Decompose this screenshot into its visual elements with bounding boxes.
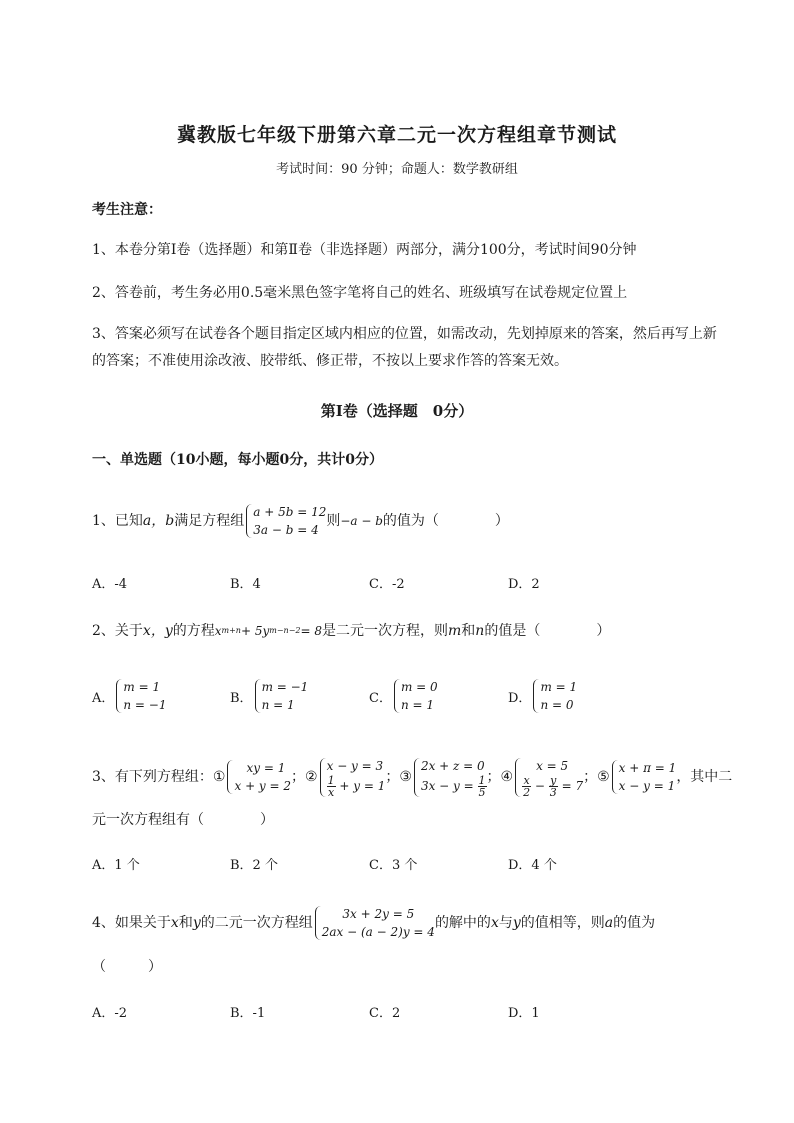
numerator: 1 <box>478 773 486 787</box>
question-4 <box>92 902 655 944</box>
equation: m = 1 <box>540 680 578 694</box>
q3-prefix: 3、有下列方程组： <box>92 769 213 785</box>
q3-tail: ，其中二 <box>676 769 733 785</box>
q2-eq-term: + 5y <box>240 624 270 638</box>
option-d[interactable]: D．1 <box>508 1006 540 1021</box>
option-d[interactable]: D．2 <box>508 577 540 592</box>
q4-var-x: x <box>490 915 499 931</box>
denominator: 5 <box>478 785 486 799</box>
equation: 2x + z = 0 <box>420 758 485 773</box>
option-label: A． <box>92 690 115 706</box>
separator: ； <box>385 769 400 785</box>
q3-system-3 <box>412 757 487 798</box>
separator: ； <box>486 769 501 785</box>
equation: 3x + 2y = 5 <box>342 907 415 921</box>
q4-after: 的解中的 <box>434 915 491 931</box>
q3-system-5 <box>610 759 677 795</box>
equation: xy = 1 <box>246 761 286 775</box>
section-title: 第Ⅰ卷（选择题 0分） <box>320 402 474 420</box>
q1-after: 则 <box>326 513 341 529</box>
q1-prefix: 1、已知 <box>92 513 143 529</box>
answer-paren: （ ） <box>92 959 162 975</box>
q2-var-n: n <box>475 623 485 639</box>
option-d[interactable]: D．4 个 <box>508 858 557 873</box>
q4-var-y: y <box>512 915 521 931</box>
q3-label: ⑤ <box>597 769 610 785</box>
equation: n = −1 <box>123 698 167 712</box>
minus: − <box>531 778 549 793</box>
q2-eq-rhs: = 8 <box>300 624 323 638</box>
notice-item: 1、本卷分第Ⅰ卷（选择题）和第Ⅱ卷（非选择题）两部分，满分100分，考试时间90分钟 <box>92 242 637 258</box>
q4-prefix: 4、如果关于 <box>92 915 171 931</box>
equation: x + y = 2 <box>234 779 292 793</box>
notice-item: 2、答卷前，考生务必用0.5毫米黑色签字笔将自己的姓名、班级填写在试卷规定位置上 <box>92 285 628 301</box>
notice-item: 3、答案必须写在试卷各个题目指定区域内相应的位置，如需改动，先划掉原来的答案，然后再写上新 <box>92 326 717 342</box>
option-system <box>531 678 577 714</box>
q1-vars: a，b <box>142 513 175 529</box>
option-d[interactable] <box>508 678 577 714</box>
option-a[interactable]: A．-4 <box>92 577 128 592</box>
q4-after: 的值为 <box>613 915 656 931</box>
q3-system-2 <box>318 757 386 798</box>
equation: 2ax − (a − 2)y = 4 <box>321 925 435 939</box>
equation: 3x − y = <box>420 778 478 793</box>
q4-equation-system <box>313 905 435 941</box>
equation: a + 5b = 12 <box>253 505 327 519</box>
option-a[interactable] <box>92 678 167 714</box>
q4-var-a: a <box>604 915 614 931</box>
q3-label: ③ <box>399 769 412 785</box>
exam-info: 考试时间：90 分钟；命题人：数学教研组 <box>276 162 518 177</box>
separator: ； <box>291 769 306 785</box>
q2-exponent: m−n−2 <box>269 626 301 635</box>
q2-var-m: m <box>448 623 462 639</box>
fraction <box>522 775 531 798</box>
q2-vars: x，y <box>142 623 173 639</box>
q2-mid: 的方程 <box>172 623 215 639</box>
q1-expression: −a − b <box>340 514 383 528</box>
q3-label: ① <box>212 769 226 785</box>
question-2 <box>92 617 610 645</box>
option-c[interactable]: C．3 个 <box>369 858 418 873</box>
fraction <box>327 775 336 798</box>
equation: n = 1 <box>400 698 434 712</box>
numerator: 1 <box>327 773 335 787</box>
option-b[interactable]: B．4 <box>230 577 261 592</box>
equation: x + π = 1 <box>618 761 677 775</box>
q2-and: 和 <box>461 623 476 639</box>
option-a[interactable]: A．1 个 <box>92 858 140 873</box>
equation: x = 5 <box>536 758 569 773</box>
page-title: 冀教版七年级下册第六章二元一次方程组章节测试 <box>176 124 617 146</box>
question-3 <box>92 748 752 806</box>
fraction <box>549 775 558 798</box>
q4-with: 与 <box>498 915 513 931</box>
q4-and: 和 <box>178 915 193 931</box>
q3-system-4 <box>513 757 583 798</box>
numerator: y <box>550 773 557 787</box>
q4-var-x: x <box>170 915 179 931</box>
q3-label: ② <box>305 769 318 785</box>
option-system <box>114 678 166 714</box>
option-label: D． <box>508 690 532 706</box>
denominator: 3 <box>549 785 557 799</box>
option-c[interactable] <box>369 678 438 714</box>
q2-exponent: m+n <box>221 626 241 635</box>
part-heading: 一、单选题（10小题，每小题0分，共计0分） <box>92 452 383 468</box>
q2-eq-term: x <box>214 624 222 638</box>
fraction <box>478 775 487 798</box>
equation: m = 1 <box>123 680 161 694</box>
equation: 3a − b = 4 <box>253 523 319 537</box>
equation-rhs: = 7 <box>557 778 584 793</box>
option-b[interactable]: B．-1 <box>230 1006 266 1021</box>
option-system <box>253 678 309 714</box>
q4-mid: 的二元一次方程组 <box>200 915 313 931</box>
denominator: 2 <box>523 785 531 799</box>
option-system <box>392 678 438 714</box>
q1-equation-system <box>244 503 326 539</box>
q1-mid: 满足方程组 <box>174 513 245 529</box>
q1-suffix: 的值为（ ） <box>382 513 509 529</box>
equation: x − y = 1 <box>618 779 676 793</box>
separator: ； <box>583 769 598 785</box>
option-c[interactable]: C．-2 <box>369 577 405 592</box>
q3-label: ④ <box>500 769 514 785</box>
q4-after: 的值相等，则 <box>520 915 605 931</box>
q2-prefix: 2、关于 <box>92 623 143 639</box>
option-c[interactable]: C．2 <box>369 1006 401 1021</box>
option-b[interactable] <box>230 678 308 714</box>
numerator: x <box>523 773 530 787</box>
q3-system-1 <box>225 759 291 795</box>
equation: x − y = 3 <box>326 758 384 773</box>
equation: m = −1 <box>261 680 309 694</box>
option-b[interactable]: B．2 个 <box>230 858 278 873</box>
option-a[interactable]: A．-2 <box>92 1006 128 1021</box>
denominator: x <box>328 785 335 799</box>
notice-heading: 考生注意： <box>92 202 162 218</box>
q2-suffix: 的值是（ ） <box>484 623 611 639</box>
question-1 <box>92 500 509 542</box>
option-label: B． <box>230 690 253 706</box>
notice-item: 的答案；不准使用涂改液、胶带纸、修正带，不按以上要求作答的答案无效。 <box>92 353 568 369</box>
equation: n = 0 <box>540 698 574 712</box>
q2-suffix: 是二元一次方程，则 <box>322 623 449 639</box>
equation-rest: + y = 1 <box>335 778 386 793</box>
q4-var-y: y <box>192 915 201 931</box>
option-label: C． <box>369 690 392 706</box>
q3-line-2: 元一次方程组有（ ） <box>92 812 274 828</box>
equation: m = 0 <box>400 680 438 694</box>
equation: n = 1 <box>261 698 295 712</box>
